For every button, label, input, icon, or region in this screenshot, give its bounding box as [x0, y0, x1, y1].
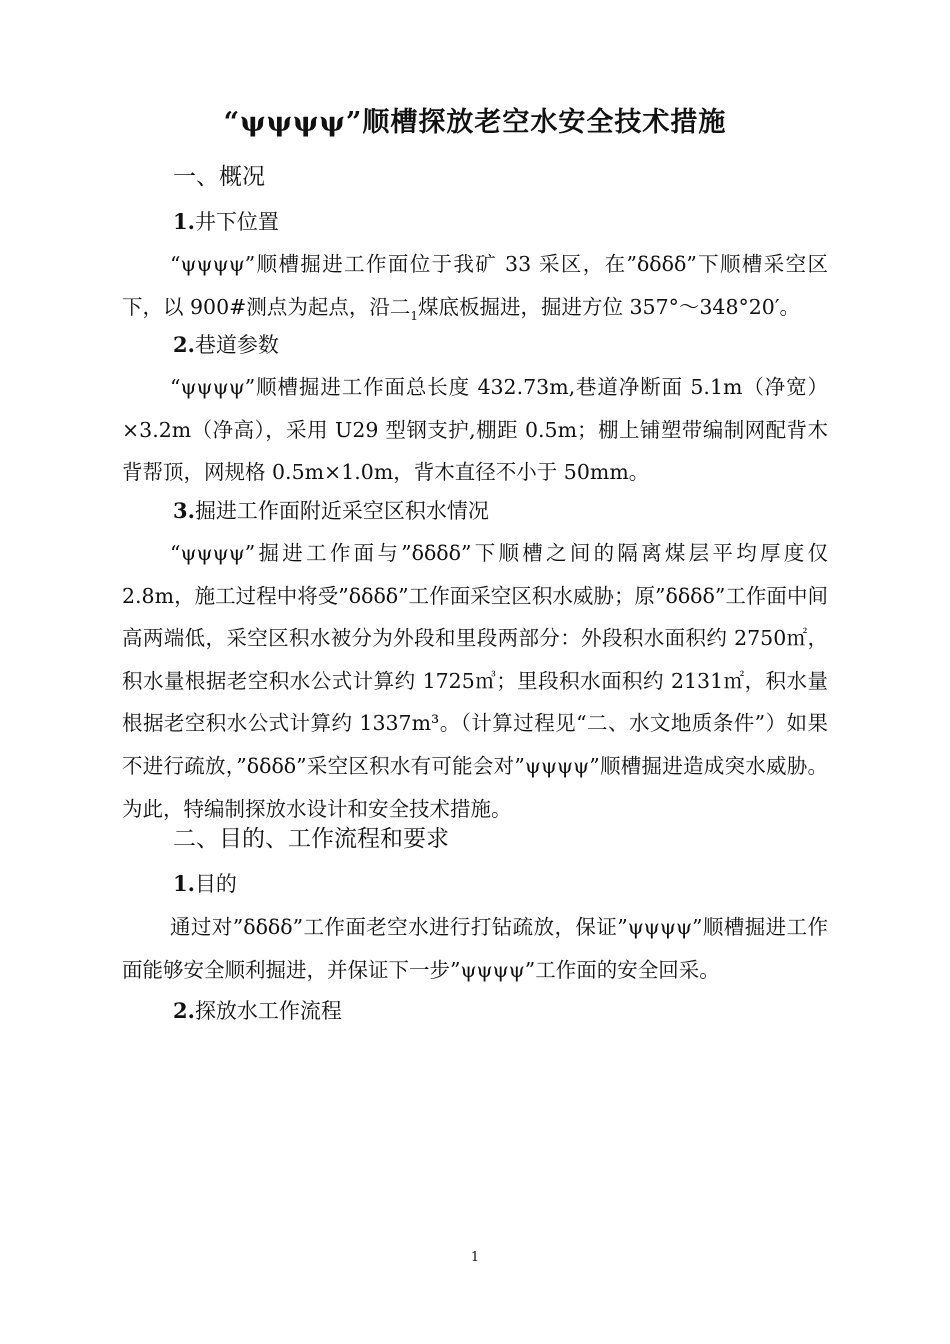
paragraph-location: “ψψψψ”顺槽掘进工作面位于我矿 33 采区，在”δδδδ”下顺槽采空区下，以 900#测点为起点，沿二$_1$煤底板掘进，掘进方位 357°～348°20′。: [122, 252, 828, 323]
section-1-heading: 一、概况: [173, 164, 265, 190]
subsection-number: 1.: [173, 871, 195, 896]
subsection-number: 2.: [173, 332, 195, 357]
subsection-number: 3.: [173, 498, 195, 523]
subsection-number: 1.: [173, 209, 195, 234]
subsection-number: 2.: [173, 998, 195, 1023]
subsection-2-2-heading: [173, 995, 342, 1027]
subsection-title: 巷道参数: [194, 333, 279, 357]
subsection-title: 目的: [194, 872, 237, 896]
document-title: “ψψψψ”顺槽探放老空水安全技术措施: [223, 107, 727, 138]
subsection-title: 探放水工作流程: [194, 999, 342, 1023]
page-number: 1: [470, 1250, 480, 1265]
subsection-title: 井下位置: [194, 210, 279, 234]
subsection-2-1-heading: [173, 868, 237, 900]
paragraph-water-situation: “ψψψψ”掘进工作面与”δδδδ”下顺槽之间的隔离煤层平均厚度仅 2.8m，施工过程中将受”δδδδ”工作面采空区积水威胁；原”δδδδ”工作面中间高两端低，采空区积水被分为外段和里段两部分：外段积水面积约 2750㎡，积水量根据老空积水公式计算约 1725㎥；里段积水面积约 2131㎡，积水量根据老空积水公式计算约 1337m³。（计算过程见“二、水文地质条件”）如果不进行疏放，”δδδδ”采空区积水有可能会对”ψψψψ”顺槽掘进造成突水威胁。为此，特编制探放水设计和安全技术措施。: [122, 541, 828, 821]
section-2-heading: 二、目的、工作流程和要求: [173, 826, 449, 852]
subscript-1: 1: [410, 308, 418, 323]
subsection-title: 掘进工作面附近采空区积水情况: [194, 499, 489, 523]
subsection-1-2-heading: [173, 329, 279, 361]
subsection-1-1-heading: [173, 206, 279, 238]
paragraph-roadway-parameters: “ψψψψ”顺槽掘进工作面总长度 432.73m,巷道净断面 5.1m（净宽）×3.2m（净高），采用 U29 型钢支护,棚距 0.5m；棚上铺塑带编制网配背木背帮顶，网规格 0.5m×1.0m，背木直径不小于 50mm。: [122, 375, 828, 485]
paragraph-purpose: 通过对”δδδδ”工作面老空水进行打钻疏放，保证”ψψψψ”顺槽掘进工作面能够安全顺利掘进，并保证下一步”ψψψψ”工作面的安全回采。: [122, 915, 828, 982]
subsection-1-3-heading: [173, 495, 489, 527]
